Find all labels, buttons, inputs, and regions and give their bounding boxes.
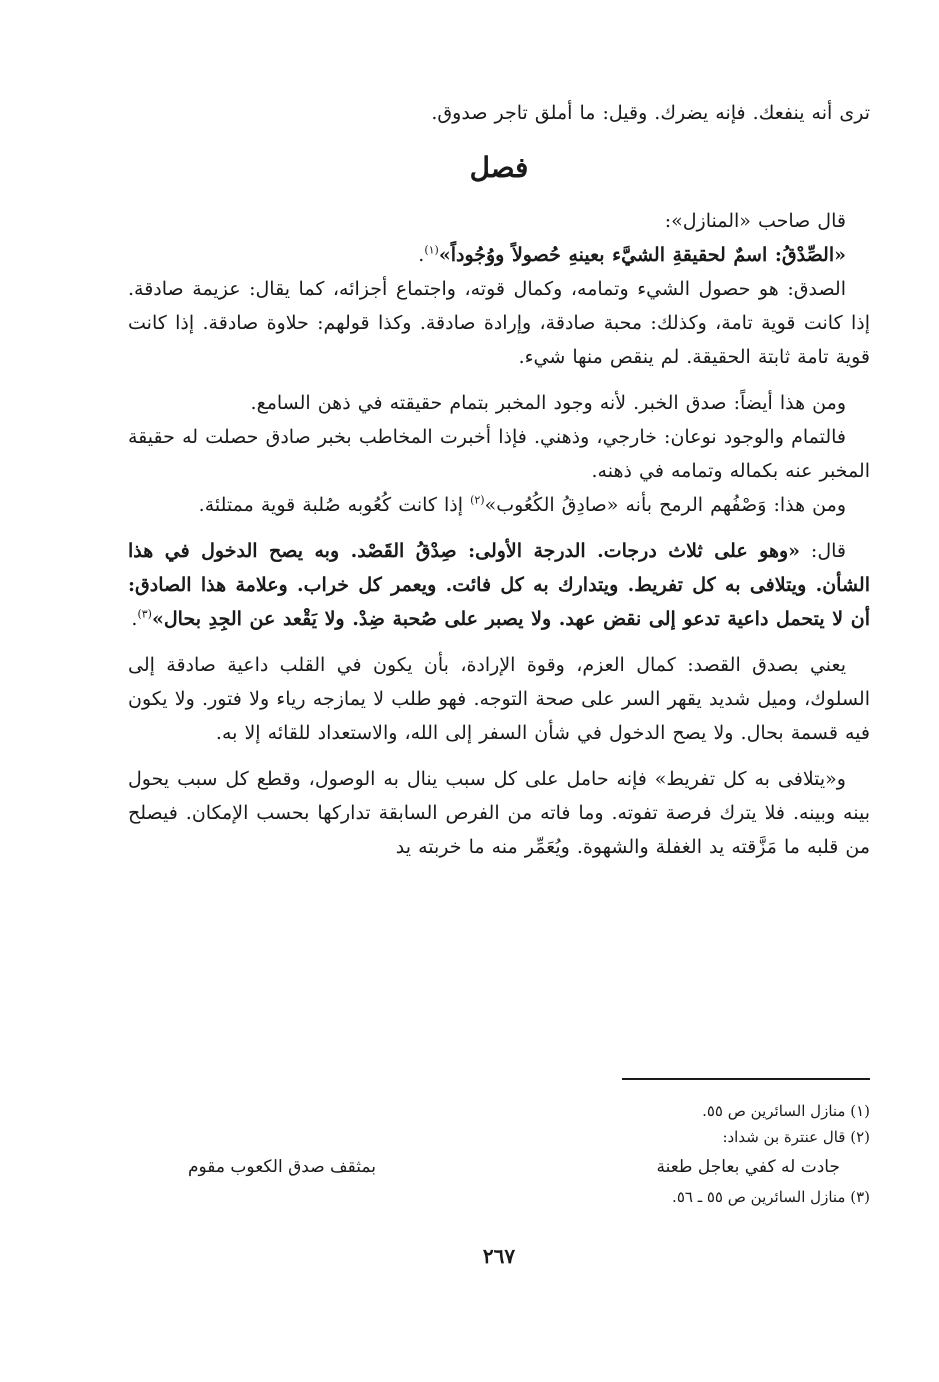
paragraph-definition-explanation: الصدق: هو حصول الشيء وتمامه، وكمال قوته، واجتماع أجزائه، كما يقال: عزيمة صادقة. إذا كانت قوية تامة، وكذلك: محبة صادقة، وإرادة صادقة. وكذا قولهم: حلاوة صادقة. إذا كانت قوية تامة ثابتة الحقيقة. لم ينقص منها شيء. xyxy=(128,278,870,368)
paragraph-definition-quote xyxy=(128,238,870,272)
footnote-ref-2: (٢) xyxy=(470,493,485,507)
spear-text-b: إذا كانت كُعُوبه صُلبة قوية ممتلئة. xyxy=(198,494,471,516)
definition-end: . xyxy=(418,244,425,266)
page-number: ٢٦٧ xyxy=(482,1244,516,1268)
paragraph-remedy: و«يتلافى به كل تفريط» فإنه حامل على كل سبب ينال به الوصول، وقطع كل سبب يحول بينه وبينه. فلا يترك فرصة تفوته. وما فاته من الفرص السابقة تداركها بحسب الإمكان. فيصلح من قلبه ما مَزَّقته يد الغفلة والشهوة. ويُعَمِّر منه ما خربته يد xyxy=(128,768,870,858)
degrees-end: . xyxy=(131,608,138,630)
paragraph-truth-of-news: ومن هذا أيضاً: صدق الخبر. لأنه وجود المخبر بتمام حقيقته في ذهن السامع. xyxy=(250,392,846,414)
paragraph-continuation: ترى أنه ينفعك. فإنه يضرك. وقيل: ما أملق تاجر صدوق. xyxy=(431,102,870,124)
footnote-1: (١) منازل السائرين ص ٥٥. xyxy=(702,1102,870,1120)
poem-verse xyxy=(128,1150,870,1184)
definition-quote: «الصِّدْقُ: اسمٌ لحقيقةِ الشيَّء بعينهِ حُصولاً ووُجُوداً» xyxy=(438,244,846,266)
section-heading: فصل xyxy=(469,151,529,184)
footnote-divider xyxy=(622,1078,870,1080)
degrees-quote: «وهو على ثلاث درجات. الدرجة الأولى: صِدْقُ القَصْد. وبه يصح الدخول في هذا الشأن. ويتلافى به كل تفريط. ويتدارك به كل فائت. ويعمر كل خراب. وعلامة هذا الصادق: أن لا يتحمل داعية تدعو إلى نقض عهد. ولا يصبر على صُحبة ضِدْ. ولا يَقْعد عن الجِدِ بحال» xyxy=(128,540,870,630)
document-page xyxy=(128,96,870,1316)
footnote-2: (٢) قال عنترة بن شداد: xyxy=(722,1128,870,1146)
footnotes xyxy=(128,1098,870,1210)
paragraph-sincerity-explanation: يعني بصدق القصد: كمال العزم، وقوة الإرادة، بأن يكون في القلب داعية صادقة إلى السلوك، وميل شديد يقهر السر على صحة التوجه. فهو طلب لا يمازجه رياء ولا فتور. ولا يكون فيه قسمة بحال. ولا يصح الدخول في شأن السفر إلى الله، والاستعداد للقائه إلا به. xyxy=(128,654,870,744)
paragraph-two-types: فالتمام والوجود نوعان: خارجي، وذهني. فإذا أخبرت المخاطب بخبر صادق حصلت له حقيقة المخبر عنه بكماله وتمامه في ذهنه. xyxy=(128,426,870,482)
paragraph-author-intro: قال صاحب «المنازل»: xyxy=(664,210,846,232)
paragraph-spear-description xyxy=(128,488,870,522)
degrees-lead: قال: xyxy=(800,540,846,562)
paragraph-degrees-quote xyxy=(128,534,870,636)
spear-text-a: ومن هذا: وَصْفُهم الرمح بأنه «صادِقُ الكُعُوب» xyxy=(484,494,846,516)
footnote-ref-1: (١) xyxy=(424,243,439,257)
footnote-ref-3: (٣) xyxy=(137,607,152,621)
verse-second-hemistich: بمثقف صدق الكعوب مقوم xyxy=(188,1157,376,1177)
verse-first-hemistich: جادت له كفي بعاجل طعنة xyxy=(656,1157,840,1177)
footnote-3: (٣) منازل السائرين ص ٥٥ ـ ٥٦. xyxy=(672,1188,870,1206)
